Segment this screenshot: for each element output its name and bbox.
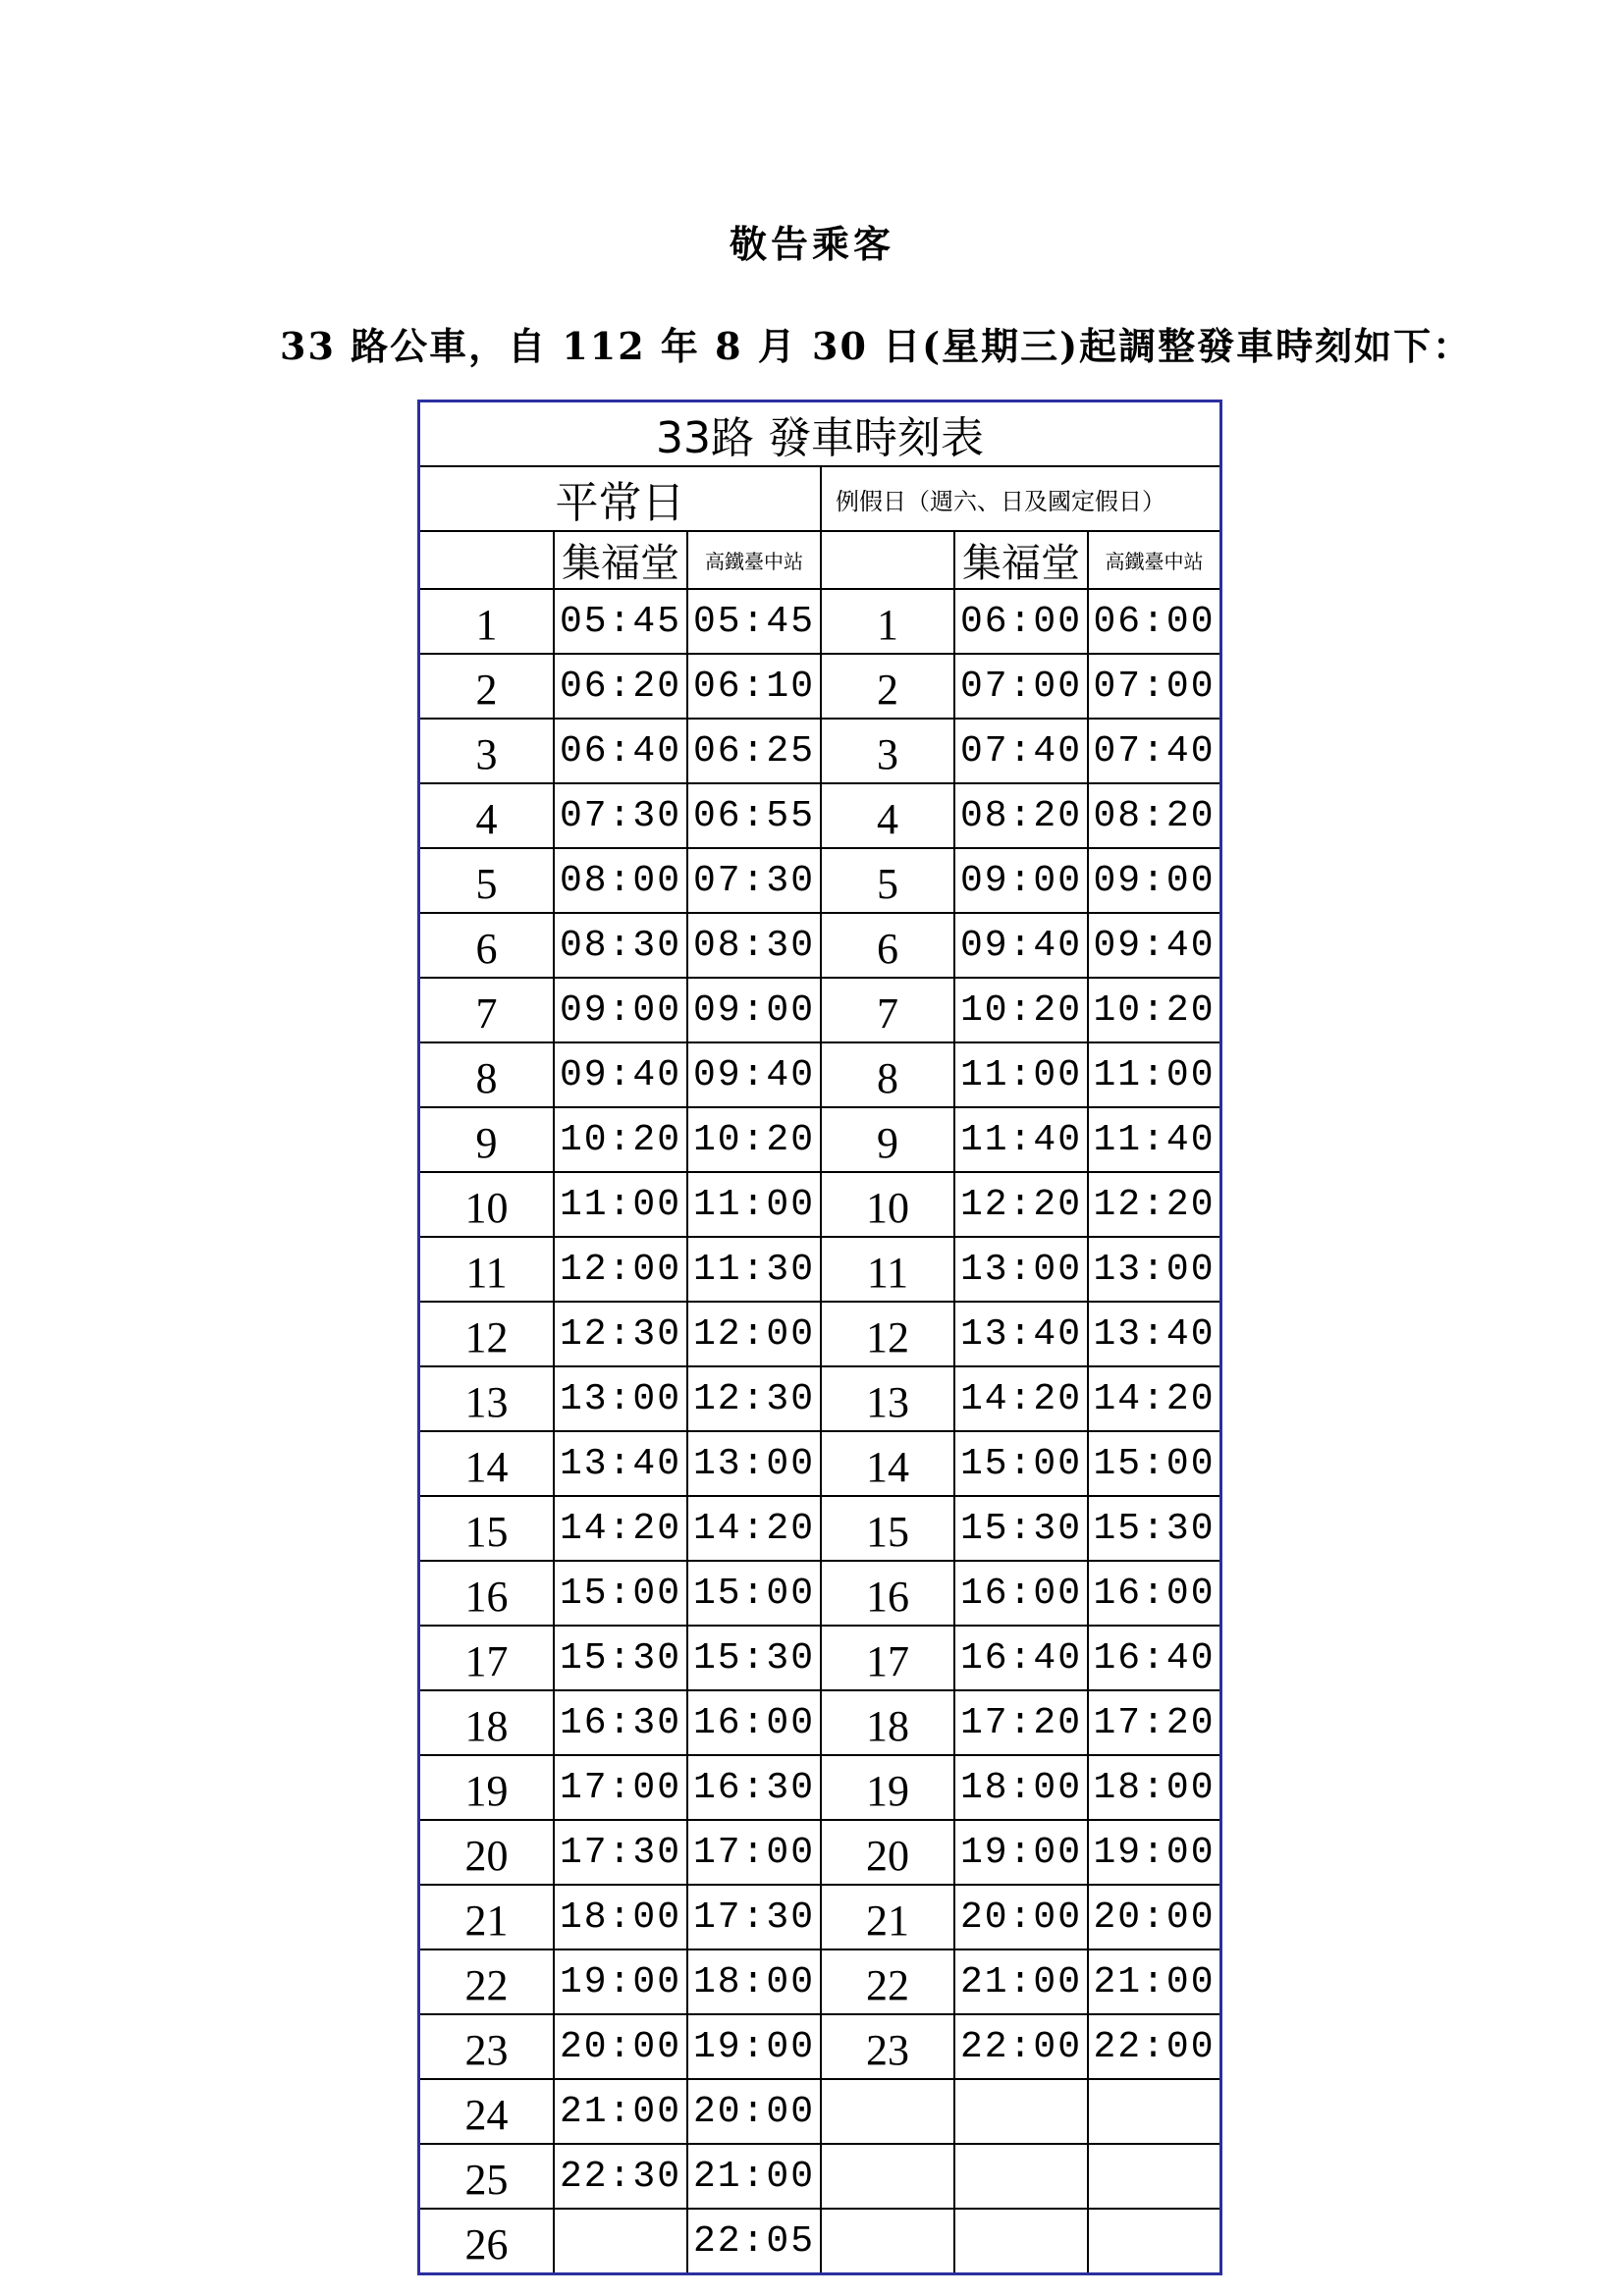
holiday-departure-stop-b: 09:00 [1088, 848, 1219, 913]
weekday-trip-number: 24 [420, 2079, 554, 2144]
weekday-departure-stop-a: 13:40 [554, 1431, 687, 1496]
holiday-departure-stop-a: 10:20 [954, 978, 1088, 1042]
holiday-trip-number: 4 [821, 783, 954, 848]
holiday-departure-stop-b: 17:20 [1088, 1690, 1219, 1755]
weekday-departure-stop-a: 07:30 [554, 783, 687, 848]
table-row [420, 848, 1219, 913]
weekday-trip-number: 22 [420, 1949, 554, 2014]
notice-title: 敬告乘客 [729, 222, 894, 266]
holiday-departure-stop-a: 08:20 [954, 783, 1088, 848]
weekday-departure-stop-b: 16:30 [687, 1755, 821, 1820]
holiday-departure-stop-a: 09:40 [954, 913, 1088, 978]
weekday-trip-number: 20 [420, 1820, 554, 1885]
holiday-stop-b-header: 高鐵臺中站 [1088, 531, 1219, 589]
holiday-trip-number: 10 [821, 1172, 954, 1237]
holiday-departure-stop-b [1088, 2209, 1219, 2272]
holiday-departure-stop-b: 16:00 [1088, 1561, 1219, 1626]
weekday-departure-stop-a: 10:20 [554, 1107, 687, 1172]
holiday-departure-stop-a: 22:00 [954, 2014, 1088, 2079]
holiday-trip-number: 1 [821, 589, 954, 654]
holiday-departure-stop-a: 18:00 [954, 1755, 1088, 1820]
holiday-departure-stop-a: 11:00 [954, 1042, 1088, 1107]
weekday-departure-stop-a: 06:20 [554, 654, 687, 719]
weekday-trip-number: 16 [420, 1561, 554, 1626]
weekday-departure-stop-a [554, 2209, 687, 2272]
holiday-trip-number: 5 [821, 848, 954, 913]
holiday-departure-stop-a: 06:00 [954, 589, 1088, 654]
weekday-trip-number: 6 [420, 913, 554, 978]
holiday-trip-number: 7 [821, 978, 954, 1042]
weekday-trip-number: 17 [420, 1626, 554, 1690]
holiday-departure-stop-b: 11:00 [1088, 1042, 1219, 1107]
table-row [420, 1431, 1219, 1496]
weekday-departure-stop-b: 21:00 [687, 2144, 821, 2209]
holiday-trip-number: 6 [821, 913, 954, 978]
weekday-trip-number: 9 [420, 1107, 554, 1172]
weekday-departure-stop-a: 15:00 [554, 1561, 687, 1626]
holiday-trip-number: 11 [821, 1237, 954, 1302]
holiday-departure-stop-a: 15:00 [954, 1431, 1088, 1496]
weekday-departure-stop-b: 05:45 [687, 589, 821, 654]
weekday-departure-stop-b: 10:20 [687, 1107, 821, 1172]
table-row [420, 2079, 1219, 2144]
holiday-departure-stop-a [954, 2144, 1088, 2209]
table-row [420, 913, 1219, 978]
holiday-trip-number: 18 [821, 1690, 954, 1755]
holiday-index-header [821, 531, 954, 589]
table-row [420, 1237, 1219, 1302]
holiday-departure-stop-b: 07:00 [1088, 654, 1219, 719]
holiday-departure-stop-b: 19:00 [1088, 1820, 1219, 1885]
table-row [420, 1885, 1219, 1949]
table-row [420, 1366, 1219, 1431]
holiday-trip-number: 3 [821, 719, 954, 783]
holiday-stop-a-header: 集福堂 [954, 531, 1088, 589]
holiday-trip-number: 2 [821, 654, 954, 719]
weekday-departure-stop-b: 17:00 [687, 1820, 821, 1885]
holiday-departure-stop-b: 14:20 [1088, 1366, 1219, 1431]
weekday-departure-stop-a: 13:00 [554, 1366, 687, 1431]
holiday-departure-stop-a: 13:40 [954, 1302, 1088, 1366]
holiday-departure-stop-b: 13:00 [1088, 1237, 1219, 1302]
holiday-departure-stop-a: 07:40 [954, 719, 1088, 783]
weekday-departure-stop-a: 18:00 [554, 1885, 687, 1949]
holiday-trip-number: 8 [821, 1042, 954, 1107]
holiday-trip-number: 17 [821, 1626, 954, 1690]
holiday-departure-stop-a: 19:00 [954, 1820, 1088, 1885]
holiday-departure-stop-b: 22:00 [1088, 2014, 1219, 2079]
weekday-departure-stop-b: 15:30 [687, 1626, 821, 1690]
weekday-departure-stop-a: 09:40 [554, 1042, 687, 1107]
weekday-departure-stop-a: 16:30 [554, 1690, 687, 1755]
holiday-departure-stop-a: 14:20 [954, 1366, 1088, 1431]
holiday-trip-number [821, 2144, 954, 2209]
weekday-departure-stop-a: 08:30 [554, 913, 687, 978]
holiday-departure-stop-b: 15:00 [1088, 1431, 1219, 1496]
weekday-departure-stop-b: 14:20 [687, 1496, 821, 1561]
holiday-departure-stop-a: 17:20 [954, 1690, 1088, 1755]
table-row [420, 1690, 1219, 1755]
weekday-trip-number: 12 [420, 1302, 554, 1366]
table-row [420, 1496, 1219, 1561]
holiday-trip-number: 23 [821, 2014, 954, 2079]
weekday-departure-stop-a: 17:00 [554, 1755, 687, 1820]
weekday-departure-stop-a: 09:00 [554, 978, 687, 1042]
holiday-trip-number: 12 [821, 1302, 954, 1366]
weekday-departure-stop-a: 15:30 [554, 1626, 687, 1690]
table-row [420, 589, 1219, 654]
holiday-trip-number: 20 [821, 1820, 954, 1885]
table-row [420, 783, 1219, 848]
holiday-trip-number [821, 2209, 954, 2272]
weekday-trip-number: 10 [420, 1172, 554, 1237]
holiday-trip-number: 9 [821, 1107, 954, 1172]
holiday-departure-stop-b: 18:00 [1088, 1755, 1219, 1820]
weekday-trip-number: 18 [420, 1690, 554, 1755]
holiday-departure-stop-b: 20:00 [1088, 1885, 1219, 1949]
weekday-departure-stop-a: 11:00 [554, 1172, 687, 1237]
holiday-trip-number: 19 [821, 1755, 954, 1820]
holiday-departure-stop-b: 21:00 [1088, 1949, 1219, 2014]
table-row [420, 654, 1219, 719]
weekday-departure-stop-b: 09:40 [687, 1042, 821, 1107]
weekday-stop-a-header: 集福堂 [554, 531, 687, 589]
table-row [420, 1042, 1219, 1107]
holiday-departure-stop-a: 16:40 [954, 1626, 1088, 1690]
weekday-departure-stop-b: 22:05 [687, 2209, 821, 2272]
weekday-departure-stop-b: 12:00 [687, 1302, 821, 1366]
weekday-trip-number: 19 [420, 1755, 554, 1820]
holiday-trip-number: 14 [821, 1431, 954, 1496]
holiday-section-label: 例假日（週六、日及國定假日） [821, 466, 1219, 531]
weekday-departure-stop-a: 20:00 [554, 2014, 687, 2079]
holiday-departure-stop-b: 06:00 [1088, 589, 1219, 654]
holiday-departure-stop-b: 08:20 [1088, 783, 1219, 848]
holiday-trip-number [821, 2079, 954, 2144]
weekday-departure-stop-b: 17:30 [687, 1885, 821, 1949]
weekday-trip-number: 1 [420, 589, 554, 654]
weekday-trip-number: 21 [420, 1885, 554, 1949]
weekday-departure-stop-a: 17:30 [554, 1820, 687, 1885]
section-header-row [420, 466, 1219, 531]
weekday-departure-stop-b: 15:00 [687, 1561, 821, 1626]
weekday-departure-stop-b: 09:00 [687, 978, 821, 1042]
weekday-trip-number: 13 [420, 1366, 554, 1431]
weekday-departure-stop-b: 12:30 [687, 1366, 821, 1431]
holiday-departure-stop-b: 13:40 [1088, 1302, 1219, 1366]
weekday-trip-number: 11 [420, 1237, 554, 1302]
holiday-departure-stop-a: 21:00 [954, 1949, 1088, 2014]
weekday-trip-number: 14 [420, 1431, 554, 1496]
weekday-stop-b-header: 高鐵臺中站 [687, 531, 821, 589]
table-title: 33路 發車時刻表 [420, 402, 1219, 466]
holiday-trip-number: 13 [821, 1366, 954, 1431]
weekday-departure-stop-a: 21:00 [554, 2079, 687, 2144]
weekday-trip-number: 2 [420, 654, 554, 719]
holiday-trip-number: 16 [821, 1561, 954, 1626]
weekday-departure-stop-a: 12:00 [554, 1237, 687, 1302]
weekday-trip-number: 4 [420, 783, 554, 848]
holiday-departure-stop-b: 11:40 [1088, 1107, 1219, 1172]
weekday-departure-stop-a: 08:00 [554, 848, 687, 913]
weekday-trip-number: 3 [420, 719, 554, 783]
table-row [420, 978, 1219, 1042]
holiday-departure-stop-b: 10:20 [1088, 978, 1219, 1042]
weekday-departure-stop-a: 22:30 [554, 2144, 687, 2209]
table-title-row [420, 402, 1219, 466]
table-row [420, 719, 1219, 783]
schedule-table [420, 402, 1219, 2272]
notice-text: 33 路公車，自 112 年 8 月 30 日(星期三)起調整發車時刻如下： [280, 324, 1473, 368]
holiday-departure-stop-a: 20:00 [954, 1885, 1088, 1949]
weekday-trip-number: 8 [420, 1042, 554, 1107]
weekday-departure-stop-a: 05:45 [554, 589, 687, 654]
table-row [420, 2209, 1219, 2272]
holiday-departure-stop-b [1088, 2144, 1219, 2209]
weekday-departure-stop-b: 06:10 [687, 654, 821, 719]
weekday-departure-stop-a: 06:40 [554, 719, 687, 783]
weekday-departure-stop-b: 13:00 [687, 1431, 821, 1496]
holiday-trip-number: 15 [821, 1496, 954, 1561]
weekday-departure-stop-a: 19:00 [554, 1949, 687, 2014]
holiday-departure-stop-a: 15:30 [954, 1496, 1088, 1561]
weekday-departure-stop-b: 19:00 [687, 2014, 821, 2079]
weekday-index-header [420, 531, 554, 589]
table-row [420, 1820, 1219, 1885]
stop-header-row [420, 531, 1219, 589]
weekday-departure-stop-a: 12:30 [554, 1302, 687, 1366]
weekday-departure-stop-b: 11:30 [687, 1237, 821, 1302]
holiday-departure-stop-b: 15:30 [1088, 1496, 1219, 1561]
holiday-departure-stop-a: 13:00 [954, 1237, 1088, 1302]
weekday-trip-number: 15 [420, 1496, 554, 1561]
weekday-trip-number: 26 [420, 2209, 554, 2272]
holiday-departure-stop-b: 07:40 [1088, 719, 1219, 783]
holiday-departure-stop-a: 07:00 [954, 654, 1088, 719]
holiday-departure-stop-b: 16:40 [1088, 1626, 1219, 1690]
weekday-trip-number: 25 [420, 2144, 554, 2209]
table-row [420, 1949, 1219, 2014]
schedule-table-frame [417, 400, 1222, 2275]
holiday-departure-stop-b: 09:40 [1088, 913, 1219, 978]
holiday-departure-stop-a: 16:00 [954, 1561, 1088, 1626]
holiday-departure-stop-a: 11:40 [954, 1107, 1088, 1172]
weekday-trip-number: 23 [420, 2014, 554, 2079]
table-row [420, 2144, 1219, 2209]
table-row [420, 1626, 1219, 1690]
holiday-departure-stop-a [954, 2209, 1088, 2272]
weekday-departure-stop-b: 06:55 [687, 783, 821, 848]
weekday-departure-stop-b: 11:00 [687, 1172, 821, 1237]
weekday-departure-stop-b: 06:25 [687, 719, 821, 783]
holiday-trip-number: 22 [821, 1949, 954, 2014]
table-row [420, 1561, 1219, 1626]
holiday-departure-stop-a: 12:20 [954, 1172, 1088, 1237]
weekday-trip-number: 5 [420, 848, 554, 913]
weekday-departure-stop-b: 07:30 [687, 848, 821, 913]
holiday-departure-stop-a [954, 2079, 1088, 2144]
weekday-departure-stop-b: 08:30 [687, 913, 821, 978]
table-row [420, 2014, 1219, 2079]
table-row [420, 1172, 1219, 1237]
table-row [420, 1107, 1219, 1172]
table-row [420, 1302, 1219, 1366]
holiday-departure-stop-b [1088, 2079, 1219, 2144]
holiday-trip-number: 21 [821, 1885, 954, 1949]
weekday-departure-stop-b: 20:00 [687, 2079, 821, 2144]
weekday-section-label: 平常日 [420, 466, 821, 531]
holiday-departure-stop-b: 12:20 [1088, 1172, 1219, 1237]
weekday-departure-stop-b: 16:00 [687, 1690, 821, 1755]
weekday-departure-stop-a: 14:20 [554, 1496, 687, 1561]
weekday-trip-number: 7 [420, 978, 554, 1042]
holiday-departure-stop-a: 09:00 [954, 848, 1088, 913]
table-row [420, 1755, 1219, 1820]
weekday-departure-stop-b: 18:00 [687, 1949, 821, 2014]
